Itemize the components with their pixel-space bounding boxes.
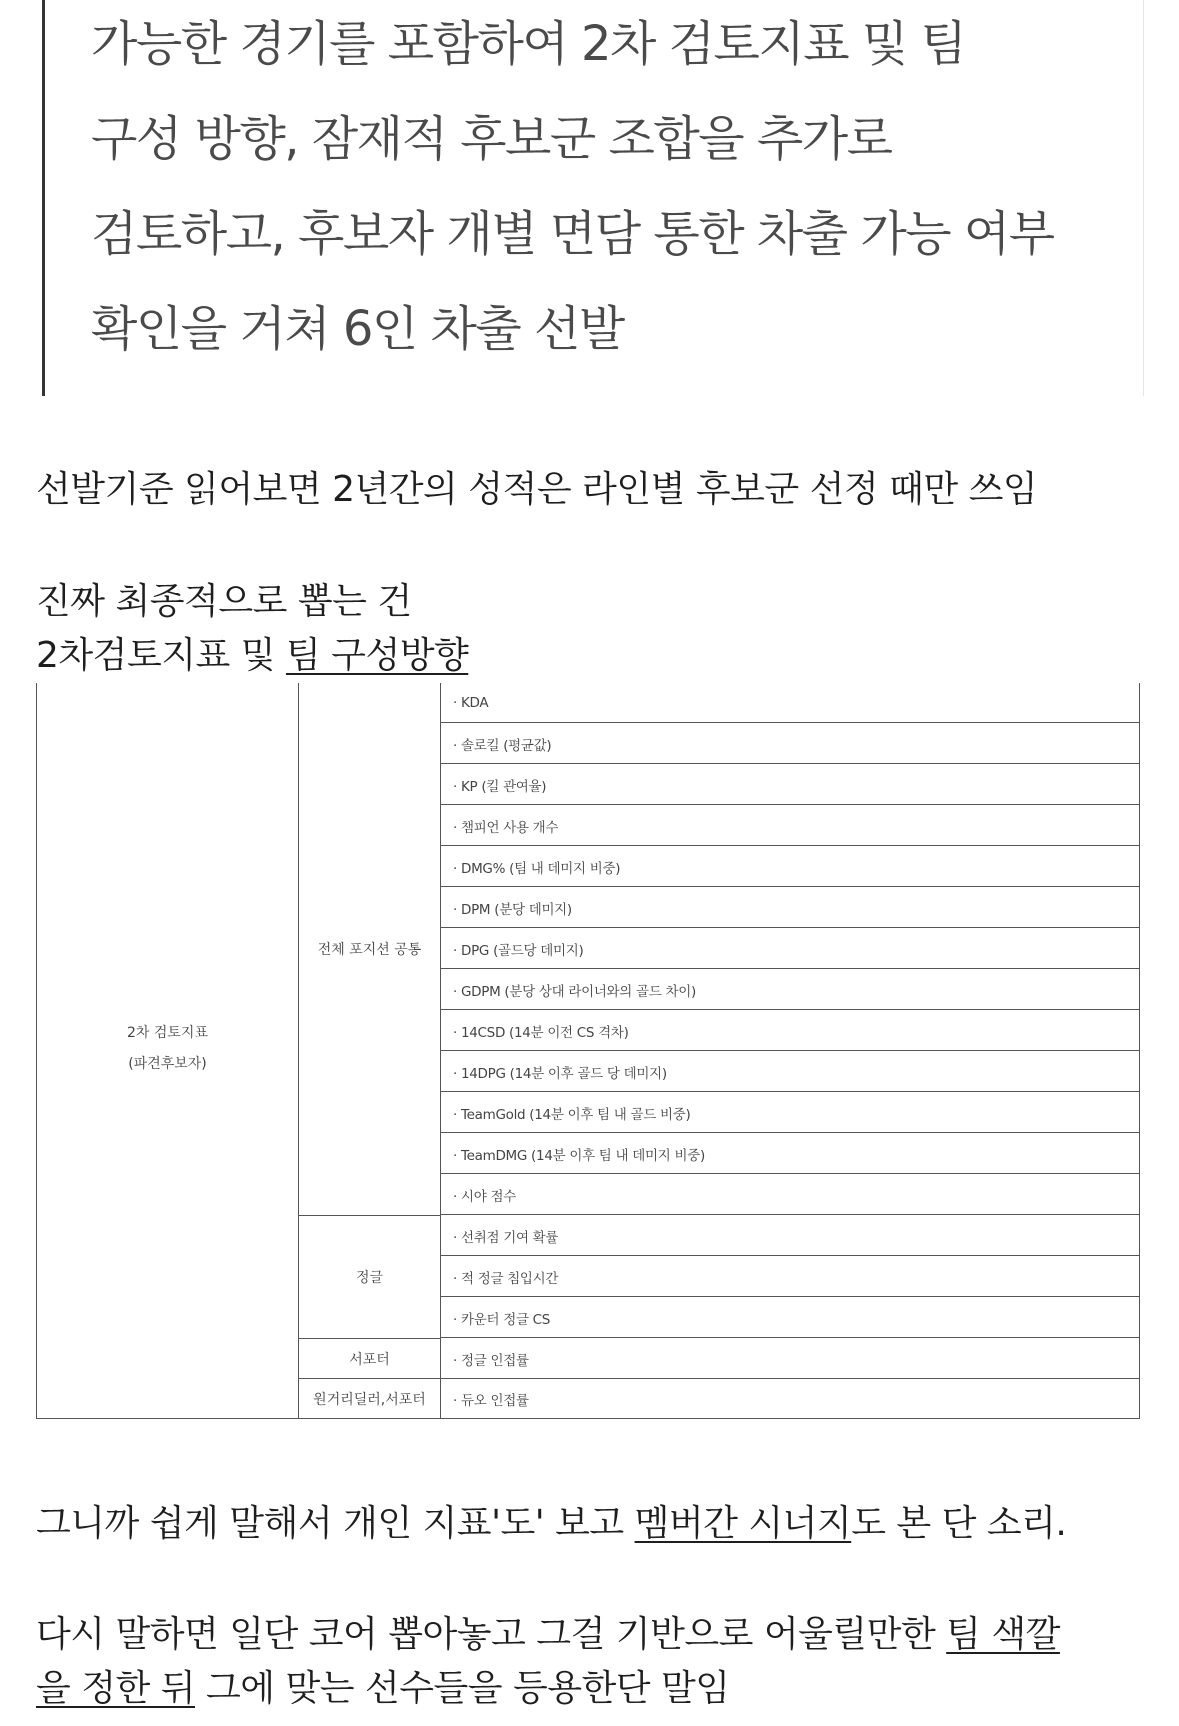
paragraph-text: 그니까 쉽게 말해서 개인 지표'도' 보고 xyxy=(36,1503,635,1544)
paragraph-team-color-line1 xyxy=(36,1606,1060,1657)
paragraph-text: 다시 말하면 일단 코어 뽑아놓고 그걸 기반으로 어울릴만한 xyxy=(36,1614,947,1655)
paragraph-final-pick-line2 xyxy=(36,627,468,678)
quote-block xyxy=(42,0,1144,396)
team-color-link[interactable]: 팀 색깔 xyxy=(946,1614,1060,1655)
paragraph-synergy xyxy=(36,1495,1066,1546)
table-row: · 카운터 정글 CS xyxy=(441,1298,1139,1338)
table-row: · TeamGold (14분 이후 팀 내 골드 비중) xyxy=(441,1093,1139,1133)
category-cell: 전체 포지션 공통 xyxy=(299,683,441,1216)
group-label: 2차 검토지표 xyxy=(127,1025,208,1041)
category-cell: 원거리딜러,서포터 xyxy=(299,1379,441,1419)
table-row: · 듀오 인접률 xyxy=(453,1393,529,1409)
table-row: · GDPM (분당 상대 라이너와의 골드 차이) xyxy=(441,970,1139,1010)
paragraph-text: 도 본 단 소리. xyxy=(851,1503,1067,1544)
category-cell: 정글 xyxy=(299,1216,441,1339)
category-cell: 서포터 xyxy=(299,1339,441,1379)
table-row: · DPG (골드당 데미지) xyxy=(441,929,1139,969)
table-row: · 14CSD (14분 이전 CS 격차) xyxy=(441,1011,1139,1051)
table-row: · KDA xyxy=(441,683,1139,723)
table-row: · 정글 인접률 xyxy=(441,1339,1139,1379)
quote-line: 검토하고, 후보자 개별 면담 통한 차출 가능 여부 xyxy=(91,206,1054,262)
quote-line: 가능한 경기를 포함하여 2차 검토지표 및 팀 xyxy=(91,16,966,72)
table-row: · TeamDMG (14분 이후 팀 내 데미지 비중) xyxy=(441,1134,1139,1174)
table-row: · DMG% (팀 내 데미지 비중) xyxy=(441,847,1139,887)
table-row: · 솔로킬 (평균값) xyxy=(441,724,1139,764)
table-row: · DPM (분당 데미지) xyxy=(441,888,1139,928)
table-row: · 선취점 기여 확률 xyxy=(441,1216,1139,1256)
paragraph-team-color-line2 xyxy=(36,1660,730,1711)
quote-line: 구성 방향, 잠재적 후보군 조합을 추가로 xyxy=(91,111,892,167)
group-sublabel: (파견후보자) xyxy=(128,1056,207,1072)
member-synergy-link[interactable]: 멤버간 시너지 xyxy=(634,1503,852,1544)
review-criteria-table xyxy=(36,683,1140,1419)
table-row: · 챔피언 사용 개수 xyxy=(441,806,1139,846)
team-composition-link[interactable]: 팀 구성방향 xyxy=(285,635,469,676)
paragraph-text: 그에 맞는 선수들을 등용한단 말임 xyxy=(195,1668,730,1709)
table-row: · 시야 점수 xyxy=(441,1175,1139,1215)
table-row: · 14DPG (14분 이후 골드 당 데미지) xyxy=(441,1052,1139,1092)
table-row: · 적 정글 침입시간 xyxy=(441,1257,1139,1297)
paragraph-selection-criteria: 선발기준 읽어보면 2년간의 성적은 라인별 후보군 선정 때만 쓰임 xyxy=(36,469,1038,510)
table-row: · KP (킬 관여율) xyxy=(441,765,1139,805)
paragraph-text: 2차검토지표 및 xyxy=(36,635,286,676)
quote-line: 확인을 거쳐 6인 차출 선발 xyxy=(91,301,624,357)
paragraph-final-pick: 진짜 최종적으로 뽑는 건 xyxy=(36,581,412,622)
team-color-link-cont[interactable]: 을 정한 뒤 xyxy=(36,1668,195,1709)
table-group-cell xyxy=(37,683,299,1418)
